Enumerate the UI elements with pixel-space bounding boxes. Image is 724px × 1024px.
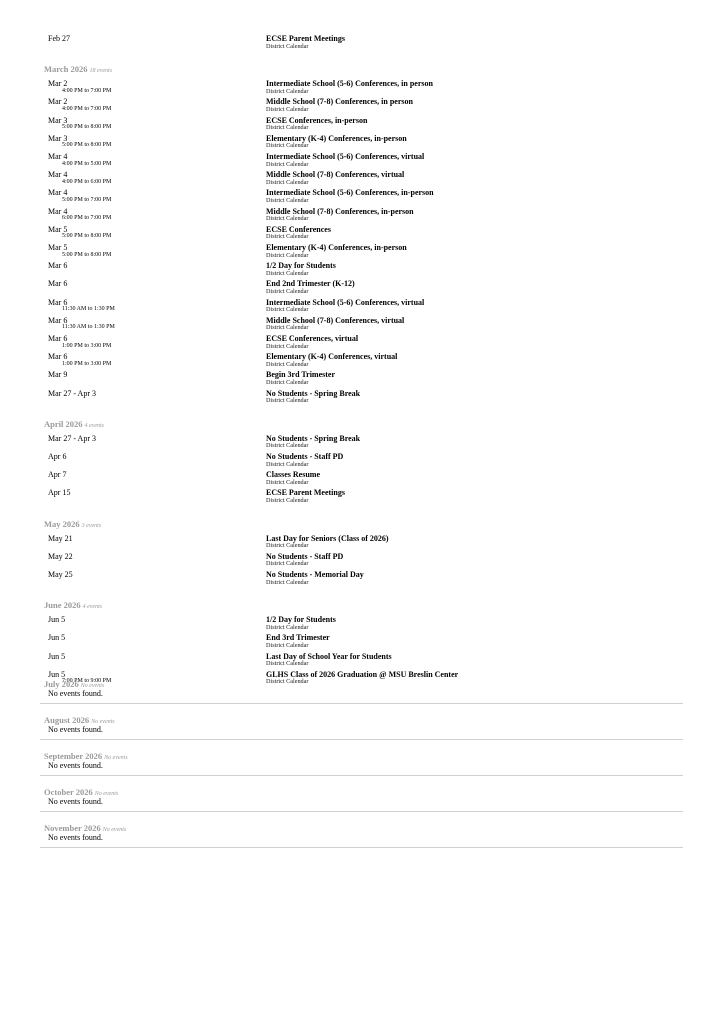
- event-time: 1:00 PM to 3:00 PM: [62, 360, 112, 367]
- event-time: 5:00 PM to 8:00 PM: [62, 124, 112, 131]
- event-date: Mar 4: [48, 206, 68, 216]
- section-divider: [40, 775, 683, 776]
- event-calendar-name: District Calendar: [266, 160, 309, 168]
- section-divider: [40, 811, 683, 812]
- event-title-link[interactable]: Intermediate School (5-6) Conferences, virtual: [266, 297, 425, 307]
- event-time: 5:00 PM to 8:00 PM: [62, 142, 112, 149]
- event-date: Feb 27: [48, 34, 70, 43]
- event-calendar-name: District Calendar: [266, 251, 309, 259]
- event-count: No events: [104, 755, 128, 761]
- event-title-link[interactable]: Intermediate School (5-6) Conferences, in-person: [266, 188, 434, 198]
- event-time: 4:00 PM to 7:00 PM: [62, 87, 112, 94]
- event-date: Jun 5: [48, 615, 66, 625]
- event-calendar-name: District Calendar: [266, 360, 309, 368]
- event-title-link[interactable]: ECSE Conferences, virtual: [266, 334, 359, 343]
- month-title: June 2026: [44, 600, 81, 611]
- no-events-message: No events found.: [48, 797, 103, 806]
- event-time: 7:00 PM to 9:00 PM: [62, 678, 112, 685]
- event-title-link[interactable]: Intermediate School (5-6) Conferences, in person: [266, 79, 433, 89]
- event-title-link[interactable]: Last Day of School Year for Students: [266, 651, 392, 661]
- event-title-link[interactable]: No Students - Spring Break: [266, 433, 361, 443]
- event-title-link[interactable]: Classes Resume: [266, 470, 320, 480]
- event-title-link[interactable]: Middle School (7-8) Conferences, in-person: [266, 206, 414, 216]
- event-title-link[interactable]: No Students - Spring Break: [266, 388, 361, 398]
- event-date: Mar 4: [48, 188, 68, 198]
- event-time: 11:30 AM to 1:30 PM: [62, 324, 115, 331]
- month-header: [44, 419, 104, 429]
- event-date: Mar 6: [48, 261, 68, 271]
- event-calendar-name: District Calendar: [266, 560, 309, 568]
- event-title-link[interactable]: No Students - Memorial Day: [266, 570, 364, 579]
- event-calendar-name: District Calendar: [266, 623, 309, 631]
- event-date: Jun 5: [48, 633, 66, 643]
- event-calendar-name: District Calendar: [266, 460, 309, 468]
- event-date: May 25: [48, 570, 73, 579]
- event-calendar-name: District Calendar: [266, 578, 309, 586]
- event-calendar-name: District Calendar: [266, 142, 309, 150]
- month-header: [44, 679, 104, 689]
- month-title: April 2026: [44, 418, 83, 429]
- event-calendar-name: District Calendar: [266, 233, 309, 241]
- event-calendar-name: District Calendar: [266, 124, 309, 132]
- month-title: May 2026: [44, 518, 80, 529]
- month-header: [44, 600, 102, 610]
- event-count: 18 events: [89, 68, 113, 75]
- event-date: Mar 5: [48, 243, 68, 252]
- event-date: Mar 6: [48, 279, 68, 289]
- event-title-link[interactable]: Middle School (7-8) Conferences, virtual: [266, 315, 405, 325]
- event-calendar-name: District Calendar: [266, 542, 309, 550]
- event-title-link[interactable]: End 2nd Trimester (K-12): [266, 279, 355, 289]
- section-divider: [40, 739, 683, 740]
- event-time: 5:00 PM to 8:00 PM: [62, 251, 112, 258]
- event-calendar-name: District Calendar: [266, 641, 309, 649]
- event-title-link[interactable]: Elementary (K-4) Conferences, in-person: [266, 133, 407, 143]
- event-calendar-name: District Calendar: [266, 306, 309, 314]
- event-title-link[interactable]: End 3rd Trimester: [266, 633, 330, 643]
- event-title-link[interactable]: 1/2 Day for Students: [266, 261, 336, 271]
- no-events-message: No events found.: [48, 761, 103, 770]
- event-calendar-name: District Calendar: [266, 496, 309, 504]
- event-time: 4:00 PM to 5:00 PM: [62, 160, 112, 167]
- event-time: 5:00 PM to 8:00 PM: [62, 233, 112, 240]
- event-title-link[interactable]: Middle School (7-8) Conferences, virtual: [266, 170, 405, 180]
- event-time: 4:00 PM to 7:00 PM: [62, 105, 112, 112]
- event-date: Mar 27 - Apr 3: [48, 388, 96, 398]
- month-title: October 2026: [44, 787, 93, 797]
- section-divider: [40, 703, 683, 704]
- event-date: Mar 3: [48, 133, 68, 143]
- event-date: Mar 6: [48, 297, 68, 307]
- event-calendar-name: District Calendar: [266, 105, 309, 113]
- event-title-link[interactable]: Elementary (K-4) Conferences, in-person: [266, 243, 407, 252]
- month-header: [44, 64, 112, 74]
- event-title-link[interactable]: Begin 3rd Trimester: [266, 370, 336, 380]
- month-header: [44, 519, 101, 529]
- event-calendar-name: District Calendar: [266, 378, 309, 386]
- event-count: 3 events: [81, 522, 102, 529]
- event-title-link[interactable]: Intermediate School (5-6) Conferences, virtual: [266, 152, 425, 161]
- event-title-link[interactable]: Last Day for Seniors (Class of 2026): [266, 533, 389, 543]
- event-calendar-name: District Calendar: [266, 678, 309, 686]
- event-calendar-name: District Calendar: [266, 287, 309, 295]
- event-date: Jun 5: [48, 669, 66, 679]
- event-calendar-name: District Calendar: [266, 178, 309, 186]
- month-title: September 2026: [44, 751, 103, 761]
- event-title-link[interactable]: No Students - Staff PD: [266, 551, 344, 561]
- event-count: No events: [94, 791, 119, 797]
- event-time: 6:00 PM to 7:00 PM: [62, 215, 112, 222]
- event-date: Jun 5: [48, 651, 66, 661]
- event-title-link[interactable]: Middle School (7-8) Conferences, in person: [266, 97, 413, 107]
- event-title-link[interactable]: ECSE Parent Meetings: [266, 34, 345, 43]
- event-title-link[interactable]: Elementary (K-4) Conferences, virtual: [266, 352, 398, 362]
- event-calendar-name: District Calendar: [266, 660, 309, 668]
- event-count: No events: [102, 827, 127, 833]
- event-title-link[interactable]: ECSE Parent Meetings: [266, 488, 345, 498]
- event-date: Mar 6: [48, 334, 68, 343]
- month-title: August 2026: [44, 715, 90, 725]
- event-calendar-name: District Calendar: [266, 87, 309, 95]
- event-calendar-name: District Calendar: [266, 324, 309, 332]
- event-count: 4 events: [82, 604, 103, 611]
- month-title: July 2026: [44, 679, 79, 689]
- month-header: [44, 751, 128, 761]
- no-events-message: No events found.: [48, 833, 103, 842]
- month-header: [44, 787, 118, 797]
- event-calendar-name: District Calendar: [266, 215, 309, 223]
- no-events-message: No events found.: [48, 689, 103, 698]
- event-title-link[interactable]: 1/2 Day for Students: [266, 615, 336, 625]
- event-date: Mar 6: [48, 352, 68, 362]
- event-title-link[interactable]: GLHS Class of 2026 Graduation @ MSU Breslin Center: [266, 669, 459, 679]
- event-calendar-name: District Calendar: [266, 442, 309, 450]
- month-header: [44, 823, 126, 833]
- event-calendar-name: District Calendar: [266, 42, 309, 50]
- event-calendar-name: District Calendar: [266, 269, 309, 277]
- event-date: Mar 4: [48, 152, 68, 161]
- event-title-link[interactable]: ECSE Conferences, in-person: [266, 115, 368, 125]
- event-count: No events: [80, 683, 105, 689]
- section-divider: [40, 847, 683, 848]
- event-date: Mar 3: [48, 115, 68, 125]
- event-date: Mar 27 - Apr 3: [48, 433, 96, 443]
- event-date: May 21: [48, 533, 73, 543]
- event-date: May 22: [48, 551, 73, 561]
- event-title-link[interactable]: ECSE Conferences: [266, 224, 331, 234]
- event-date: Mar 2: [48, 79, 68, 89]
- event-calendar-name: District Calendar: [266, 342, 309, 350]
- event-calendar-name: District Calendar: [266, 478, 309, 486]
- event-date: Mar 6: [48, 315, 68, 325]
- event-date: Mar 5: [48, 224, 68, 234]
- event-time: 1:00 PM to 3:00 PM: [62, 342, 112, 349]
- month-title: March 2026: [44, 64, 88, 75]
- event-date: Mar 2: [48, 97, 68, 107]
- event-date: Mar 9: [48, 370, 68, 380]
- month-title: November 2026: [44, 823, 101, 833]
- event-date: Apr 6: [48, 452, 67, 461]
- event-date: Apr 7: [48, 470, 67, 480]
- month-header: [44, 715, 115, 725]
- event-time: 4:00 PM to 6:00 PM: [62, 178, 112, 185]
- event-count: No events: [91, 719, 115, 725]
- event-time: 11:30 AM to 1:30 PM: [62, 306, 115, 313]
- event-title-link[interactable]: No Students - Staff PD: [266, 452, 344, 461]
- event-time: 5:00 PM to 7:00 PM: [62, 196, 112, 203]
- event-count: 4 events: [84, 422, 104, 429]
- event-calendar-name: District Calendar: [266, 397, 309, 405]
- no-events-message: No events found.: [48, 725, 103, 734]
- event-date: Mar 4: [48, 170, 68, 180]
- event-calendar-name: District Calendar: [266, 196, 309, 204]
- event-date: Apr 15: [48, 488, 71, 498]
